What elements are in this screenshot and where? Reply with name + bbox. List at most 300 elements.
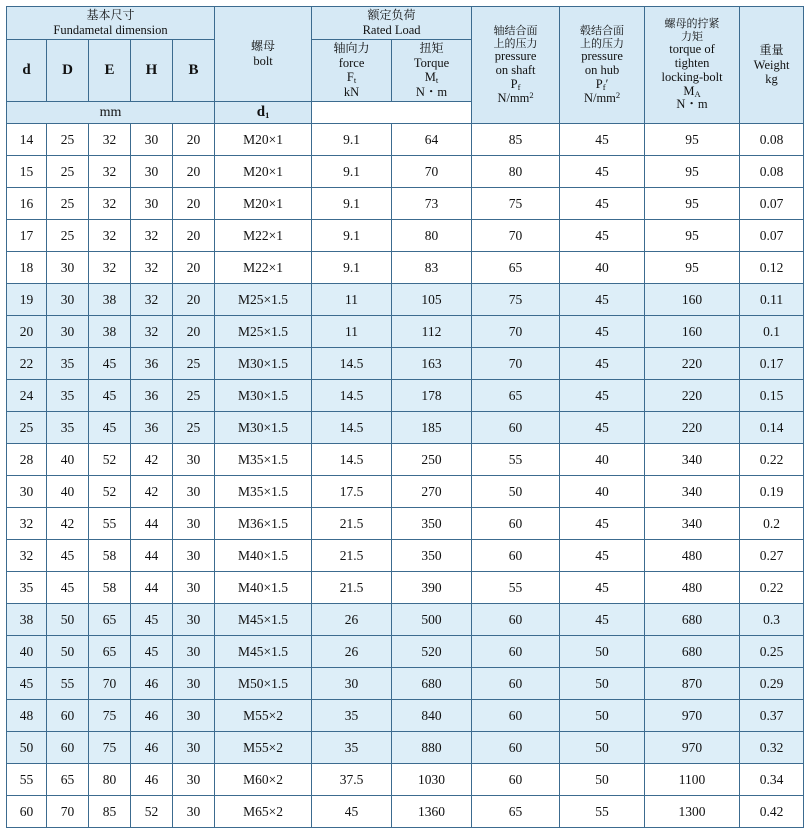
- cell-pressure-hub: 45: [560, 316, 645, 348]
- locking-bolt-unit: N・m: [676, 97, 708, 112]
- cell-pressure-shaft: 50: [472, 476, 560, 508]
- cell-weight: 0.34: [740, 764, 804, 796]
- cell-force: 9.1: [312, 156, 392, 188]
- cell-B: 25: [173, 380, 215, 412]
- cell-H: 52: [131, 796, 173, 828]
- cell-locking-torque: 340: [645, 508, 740, 540]
- locking-bolt-en2: tighten: [674, 56, 710, 71]
- pressure-hub-en1: pressure: [581, 49, 623, 64]
- cell-pressure-hub: 40: [560, 252, 645, 284]
- pressure-shaft-en1: pressure: [494, 49, 537, 64]
- cell-E: 85: [89, 796, 131, 828]
- cell-D: 25: [47, 220, 89, 252]
- cell-torque: 1360: [392, 796, 472, 828]
- cell-D: 40: [47, 444, 89, 476]
- cell-d1: M22×1: [215, 252, 312, 284]
- cell-force: 17.5: [312, 476, 392, 508]
- cell-E: 70: [89, 668, 131, 700]
- force-symbol: $F_t$: [346, 70, 357, 86]
- cell-weight: 0.11: [740, 284, 804, 316]
- cell-pressure-hub: 40: [560, 444, 645, 476]
- cell-E: 45: [89, 348, 131, 380]
- cell-H: 46: [131, 732, 173, 764]
- cell-D: 60: [47, 700, 89, 732]
- weight-en: Weight: [753, 57, 790, 72]
- cell-B: 20: [173, 188, 215, 220]
- locking-bolt-cn1: 螺母的拧紧: [664, 17, 720, 31]
- cell-B: 30: [173, 476, 215, 508]
- cell-pressure-shaft: 60: [472, 732, 560, 764]
- cell-locking-torque: 220: [645, 380, 740, 412]
- torque-cn: 扭矩: [419, 41, 444, 56]
- cell-force: 14.5: [312, 444, 392, 476]
- cell-pressure-shaft: 70: [472, 348, 560, 380]
- cell-E: 32: [89, 188, 131, 220]
- col-axial-force: [312, 40, 392, 102]
- cell-d1: M55×2: [215, 732, 312, 764]
- cell-pressure-shaft: 80: [472, 156, 560, 188]
- cell-weight: 0.2: [740, 508, 804, 540]
- cell-locking-torque: 340: [645, 444, 740, 476]
- cell-d1: M40×1.5: [215, 572, 312, 604]
- torque-symbol: $M_t$: [424, 70, 439, 86]
- cell-H: 36: [131, 412, 173, 444]
- group-fundamental-dimension: [7, 7, 215, 40]
- cell-B: 30: [173, 764, 215, 796]
- cell-H: 30: [131, 124, 173, 156]
- cell-pressure-hub: 40: [560, 476, 645, 508]
- cell-pressure-hub: 45: [560, 220, 645, 252]
- table-row: [7, 732, 804, 764]
- col-d: d: [7, 40, 47, 102]
- cell-torque: 350: [392, 540, 472, 572]
- cell-locking-torque: 95: [645, 188, 740, 220]
- cell-pressure-shaft: 85: [472, 124, 560, 156]
- cell-weight: 0.07: [740, 220, 804, 252]
- cell-d: 48: [7, 700, 47, 732]
- cell-pressure-shaft: 55: [472, 572, 560, 604]
- cell-H: 36: [131, 380, 173, 412]
- table-row: [7, 252, 804, 284]
- pressure-shaft-cn1: 轴结合面: [493, 24, 538, 38]
- cell-pressure-shaft: 60: [472, 764, 560, 796]
- cell-pressure-shaft: 60: [472, 540, 560, 572]
- cell-force: 9.1: [312, 252, 392, 284]
- cell-locking-torque: 480: [645, 540, 740, 572]
- cell-locking-torque: 680: [645, 636, 740, 668]
- cell-weight: 0.15: [740, 380, 804, 412]
- weight-unit: kg: [765, 72, 778, 87]
- cell-pressure-hub: 45: [560, 380, 645, 412]
- cell-pressure-shaft: 65: [472, 796, 560, 828]
- cell-d: 18: [7, 252, 47, 284]
- cell-B: 20: [173, 220, 215, 252]
- cell-weight: 0.22: [740, 444, 804, 476]
- cell-D: 60: [47, 732, 89, 764]
- cell-force: 35: [312, 700, 392, 732]
- cell-E: 52: [89, 476, 131, 508]
- cell-weight: 0.19: [740, 476, 804, 508]
- cell-E: 45: [89, 380, 131, 412]
- cell-d: 35: [7, 572, 47, 604]
- cell-pressure-hub: 45: [560, 284, 645, 316]
- cell-locking-torque: 870: [645, 668, 740, 700]
- cell-E: 55: [89, 508, 131, 540]
- cell-H: 42: [131, 476, 173, 508]
- cell-torque: 270: [392, 476, 472, 508]
- table-row: [7, 348, 804, 380]
- table-row: [7, 604, 804, 636]
- torque-en: Torque: [413, 55, 450, 70]
- cell-D: 70: [47, 796, 89, 828]
- cell-force: 14.5: [312, 348, 392, 380]
- cell-pressure-shaft: 70: [472, 220, 560, 252]
- cell-torque: 80: [392, 220, 472, 252]
- cell-torque: 112: [392, 316, 472, 348]
- cell-d: 25: [7, 412, 47, 444]
- cell-d1: M60×2: [215, 764, 312, 796]
- cell-locking-torque: 160: [645, 284, 740, 316]
- cell-torque: 83: [392, 252, 472, 284]
- cell-locking-torque: 95: [645, 252, 740, 284]
- table-row: [7, 636, 804, 668]
- torque-unit: N・m: [415, 84, 448, 99]
- cell-weight: 0.07: [740, 188, 804, 220]
- cell-d1: M65×2: [215, 796, 312, 828]
- cell-torque: 178: [392, 380, 472, 412]
- cell-E: 32: [89, 156, 131, 188]
- cell-force: 11: [312, 284, 392, 316]
- cell-pressure-hub: 50: [560, 700, 645, 732]
- cell-pressure-hub: 45: [560, 156, 645, 188]
- cell-B: 30: [173, 572, 215, 604]
- table-row: [7, 220, 804, 252]
- cell-E: 65: [89, 604, 131, 636]
- pressure-shaft-en2: on shaft: [495, 63, 536, 78]
- locking-bolt-symbol: $M_A$: [683, 83, 701, 99]
- cell-torque: 840: [392, 700, 472, 732]
- cell-D: 35: [47, 380, 89, 412]
- cell-torque: 500: [392, 604, 472, 636]
- cell-B: 30: [173, 604, 215, 636]
- cell-locking-torque: 160: [645, 316, 740, 348]
- table-row: [7, 508, 804, 540]
- table-row: [7, 764, 804, 796]
- cell-D: 35: [47, 412, 89, 444]
- col-H: H: [131, 40, 173, 102]
- cell-d: 17: [7, 220, 47, 252]
- cell-H: 44: [131, 572, 173, 604]
- table-header: [7, 7, 804, 124]
- cell-force: 26: [312, 636, 392, 668]
- cell-weight: 0.08: [740, 156, 804, 188]
- cell-weight: 0.3: [740, 604, 804, 636]
- cell-pressure-hub: 50: [560, 764, 645, 796]
- cell-B: 20: [173, 284, 215, 316]
- col-E: E: [89, 40, 131, 102]
- cell-D: 35: [47, 348, 89, 380]
- col-B: B: [173, 40, 215, 102]
- col-pressure-on-shaft: [472, 7, 560, 124]
- locking-bolt-en1: torque of: [669, 42, 715, 57]
- cell-pressure-shaft: 75: [472, 188, 560, 220]
- cell-d1: M30×1.5: [215, 380, 312, 412]
- cell-torque: 390: [392, 572, 472, 604]
- cell-H: 30: [131, 188, 173, 220]
- group-bolt-cn: 螺母: [251, 38, 276, 53]
- cell-D: 50: [47, 604, 89, 636]
- cell-pressure-hub: 45: [560, 508, 645, 540]
- cell-d: 20: [7, 316, 47, 348]
- cell-weight: 0.25: [740, 636, 804, 668]
- table-row: [7, 284, 804, 316]
- cell-d1: M45×1.5: [215, 636, 312, 668]
- cell-B: 20: [173, 316, 215, 348]
- cell-d: 40: [7, 636, 47, 668]
- cell-d1: M20×1: [215, 124, 312, 156]
- cell-torque: 520: [392, 636, 472, 668]
- cell-d1: M20×1: [215, 188, 312, 220]
- cell-force: 21.5: [312, 508, 392, 540]
- cell-E: 58: [89, 540, 131, 572]
- cell-force: 30: [312, 668, 392, 700]
- table-row: [7, 124, 804, 156]
- cell-E: 52: [89, 444, 131, 476]
- cell-locking-torque: 1100: [645, 764, 740, 796]
- locking-bolt-en3: locking-bolt: [661, 69, 723, 84]
- cell-E: 38: [89, 284, 131, 316]
- cell-pressure-hub: 45: [560, 348, 645, 380]
- cell-torque: 73: [392, 188, 472, 220]
- cell-force: 21.5: [312, 540, 392, 572]
- cell-B: 30: [173, 540, 215, 572]
- cell-d1: M40×1.5: [215, 540, 312, 572]
- cell-H: 42: [131, 444, 173, 476]
- cell-torque: 880: [392, 732, 472, 764]
- cell-weight: 0.17: [740, 348, 804, 380]
- cell-locking-torque: 220: [645, 348, 740, 380]
- cell-D: 25: [47, 124, 89, 156]
- weight-cn: 重量: [759, 42, 784, 57]
- cell-weight: 0.27: [740, 540, 804, 572]
- cell-d1: M22×1: [215, 220, 312, 252]
- cell-E: 32: [89, 220, 131, 252]
- table-row: [7, 444, 804, 476]
- cell-d1: M55×2: [215, 700, 312, 732]
- cell-force: 14.5: [312, 412, 392, 444]
- col-d1: $d_1$: [215, 102, 312, 124]
- cell-B: 25: [173, 412, 215, 444]
- group-fundamental-cn: 基本尺寸: [86, 8, 135, 22]
- cell-d1: M20×1: [215, 156, 312, 188]
- col-weight: [740, 7, 804, 124]
- cell-D: 30: [47, 284, 89, 316]
- cell-force: 37.5: [312, 764, 392, 796]
- cell-H: 46: [131, 764, 173, 796]
- cell-weight: 0.32: [740, 732, 804, 764]
- cell-pressure-hub: 45: [560, 188, 645, 220]
- cell-D: 42: [47, 508, 89, 540]
- cell-force: 14.5: [312, 380, 392, 412]
- cell-E: 32: [89, 124, 131, 156]
- cell-pressure-hub: 50: [560, 732, 645, 764]
- cell-torque: 1030: [392, 764, 472, 796]
- cell-pressure-shaft: 65: [472, 252, 560, 284]
- cell-locking-torque: 1300: [645, 796, 740, 828]
- cell-force: 9.1: [312, 188, 392, 220]
- cell-weight: 0.1: [740, 316, 804, 348]
- cell-B: 30: [173, 636, 215, 668]
- cell-B: 20: [173, 124, 215, 156]
- table-row: [7, 572, 804, 604]
- cell-d1: M25×1.5: [215, 284, 312, 316]
- cell-pressure-hub: 45: [560, 604, 645, 636]
- cell-force: 11: [312, 316, 392, 348]
- pressure-shaft-cn2: 上的压力: [493, 36, 538, 50]
- pressure-shaft-symbol: $P_f$: [510, 76, 521, 92]
- cell-force: 26: [312, 604, 392, 636]
- cell-H: 32: [131, 284, 173, 316]
- cell-d1: M50×1.5: [215, 668, 312, 700]
- col-torque: [392, 40, 472, 102]
- cell-d: 32: [7, 540, 47, 572]
- cell-pressure-shaft: 60: [472, 700, 560, 732]
- cell-pressure-hub: 45: [560, 124, 645, 156]
- cell-torque: 70: [392, 156, 472, 188]
- cell-B: 30: [173, 444, 215, 476]
- table-row: [7, 668, 804, 700]
- cell-d1: M30×1.5: [215, 348, 312, 380]
- cell-pressure-shaft: 55: [472, 444, 560, 476]
- cell-H: 32: [131, 252, 173, 284]
- cell-D: 50: [47, 636, 89, 668]
- cell-pressure-shaft: 60: [472, 412, 560, 444]
- cell-locking-torque: 970: [645, 700, 740, 732]
- cell-pressure-hub: 45: [560, 540, 645, 572]
- cell-force: 35: [312, 732, 392, 764]
- cell-d1: M35×1.5: [215, 476, 312, 508]
- cell-d: 32: [7, 508, 47, 540]
- cell-D: 30: [47, 252, 89, 284]
- cell-force: 9.1: [312, 124, 392, 156]
- cell-E: 65: [89, 636, 131, 668]
- cell-E: 75: [89, 700, 131, 732]
- cell-torque: 350: [392, 508, 472, 540]
- cell-H: 44: [131, 540, 173, 572]
- table-row: [7, 380, 804, 412]
- cell-H: 44: [131, 508, 173, 540]
- cell-D: 65: [47, 764, 89, 796]
- cell-locking-torque: 95: [645, 124, 740, 156]
- cell-torque: 250: [392, 444, 472, 476]
- specification-table: [6, 6, 804, 828]
- cell-pressure-hub: 50: [560, 636, 645, 668]
- cell-d: 30: [7, 476, 47, 508]
- cell-H: 46: [131, 668, 173, 700]
- col-locking-bolt-torque: [645, 7, 740, 124]
- table-row: [7, 412, 804, 444]
- cell-d1: M36×1.5: [215, 508, 312, 540]
- cell-weight: 0.42: [740, 796, 804, 828]
- cell-locking-torque: 340: [645, 476, 740, 508]
- cell-force: 21.5: [312, 572, 392, 604]
- cell-locking-torque: 95: [645, 156, 740, 188]
- cell-weight: 0.14: [740, 412, 804, 444]
- cell-weight: 0.37: [740, 700, 804, 732]
- cell-locking-torque: 480: [645, 572, 740, 604]
- force-cn: 轴向力: [333, 41, 370, 56]
- cell-d: 16: [7, 188, 47, 220]
- group-fundamental-en: Fundametal dimension: [53, 22, 168, 37]
- force-unit: kN: [343, 84, 360, 99]
- cell-d: 38: [7, 604, 47, 636]
- cell-d: 28: [7, 444, 47, 476]
- table-row: [7, 700, 804, 732]
- cell-pressure-shaft: 60: [472, 604, 560, 636]
- cell-D: 45: [47, 540, 89, 572]
- cell-H: 36: [131, 348, 173, 380]
- cell-d: 19: [7, 284, 47, 316]
- cell-d: 22: [7, 348, 47, 380]
- group-rated-load: [312, 7, 472, 40]
- cell-torque: 105: [392, 284, 472, 316]
- cell-force: 45: [312, 796, 392, 828]
- cell-H: 32: [131, 220, 173, 252]
- cell-H: 30: [131, 156, 173, 188]
- cell-pressure-hub: 45: [560, 412, 645, 444]
- pressure-shaft-unit: $N/mm^2$: [497, 89, 534, 105]
- cell-d1: M35×1.5: [215, 444, 312, 476]
- cell-d1: M30×1.5: [215, 412, 312, 444]
- cell-B: 20: [173, 156, 215, 188]
- cell-pressure-hub: 55: [560, 796, 645, 828]
- cell-pressure-hub: 50: [560, 668, 645, 700]
- col-D: D: [47, 40, 89, 102]
- locking-bolt-cn2: 力矩: [681, 29, 704, 43]
- cell-weight: 0.08: [740, 124, 804, 156]
- cell-D: 40: [47, 476, 89, 508]
- cell-torque: 185: [392, 412, 472, 444]
- cell-d: 24: [7, 380, 47, 412]
- table-row: [7, 796, 804, 828]
- group-bolt-en: bolt: [253, 53, 273, 68]
- cell-D: 55: [47, 668, 89, 700]
- group-rated-cn: 额定负荷: [367, 8, 416, 22]
- pressure-hub-cn1: 毂结合面: [580, 24, 625, 38]
- pressure-hub-cn2: 上的压力: [580, 36, 625, 50]
- cell-E: 75: [89, 732, 131, 764]
- cell-D: 30: [47, 316, 89, 348]
- group-bolt: [215, 7, 312, 102]
- cell-E: 45: [89, 412, 131, 444]
- table-row: [7, 188, 804, 220]
- unit-mm: mm: [7, 102, 215, 124]
- cell-torque: 163: [392, 348, 472, 380]
- cell-E: 38: [89, 316, 131, 348]
- cell-H: 46: [131, 700, 173, 732]
- cell-pressure-hub: 45: [560, 572, 645, 604]
- cell-pressure-shaft: 70: [472, 316, 560, 348]
- pressure-hub-unit: $N/mm^2$: [583, 89, 621, 105]
- cell-pressure-shaft: 60: [472, 668, 560, 700]
- cell-d: 60: [7, 796, 47, 828]
- cell-pressure-shaft: 60: [472, 636, 560, 668]
- group-rated-en: Rated Load: [362, 22, 421, 37]
- col-pressure-on-hub: [560, 7, 645, 124]
- header-row-groups: [7, 7, 804, 40]
- cell-torque: 680: [392, 668, 472, 700]
- cell-B: 25: [173, 348, 215, 380]
